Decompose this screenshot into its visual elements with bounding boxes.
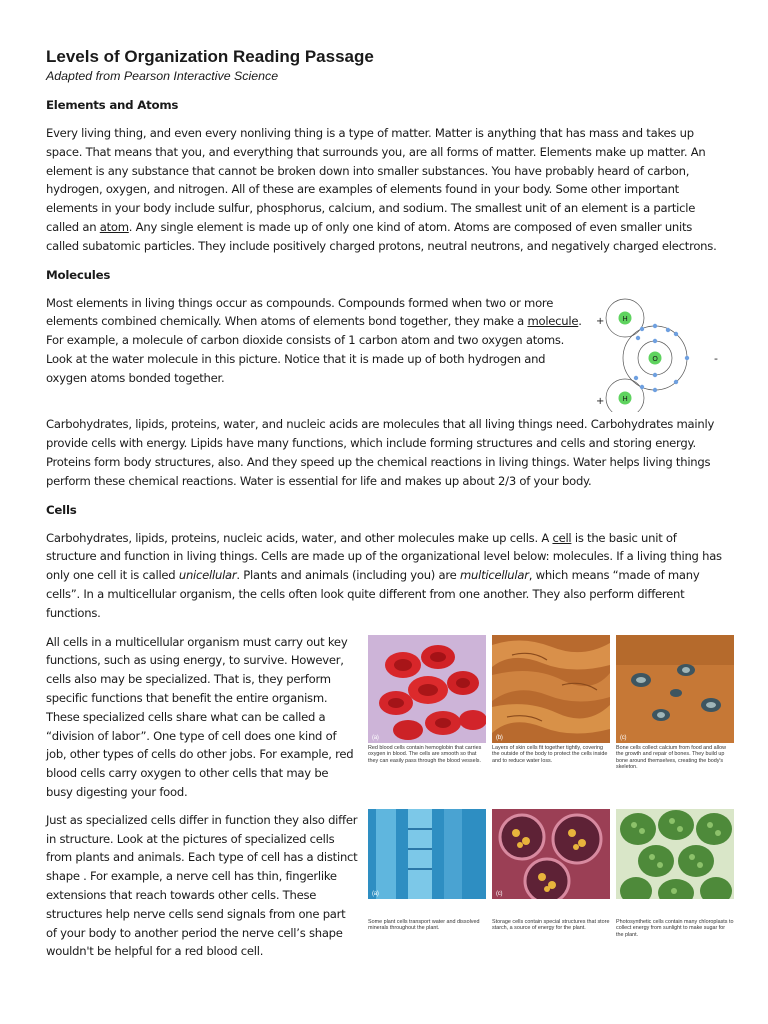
text-run: Carbohydrates, lipids, proteins, nucleic acids, water, and other molecules make up cells. A <box>46 530 553 545</box>
term-unicellular: unicellular <box>178 568 237 583</box>
image-caption: Red blood cells contain hemoglobin that carries oxygen in blood. The cells are smooth so that they can easily pass through the blood vessels. <box>368 744 482 764</box>
hydrogen-label: H <box>622 394 628 403</box>
image-letter: (a) <box>372 734 379 741</box>
section-elements <box>46 96 722 256</box>
section-molecules <box>46 266 722 491</box>
water-molecule-svg <box>592 294 722 412</box>
plus-sign: + <box>596 395 605 407</box>
plant-transport-cells-image <box>368 809 486 899</box>
cells-with-images <box>46 633 734 962</box>
image-caption: Photosynthetic cells contain many chloroplasts to collect energy from sunlight to make sugar for the plant. <box>616 918 734 938</box>
image-letter: (b) <box>496 734 503 741</box>
cell-image-skin <box>492 635 610 765</box>
skin-cells-image <box>492 635 610 743</box>
cell-image-photosynthetic <box>616 809 734 939</box>
text-run: . Plants and animals (including you) are <box>236 568 460 583</box>
term-atom: atom <box>99 219 129 234</box>
red-blood-cells-image <box>368 635 486 743</box>
page-subtitle: Adapted from Pearson Interactive Science <box>46 69 279 83</box>
cell-image-storage <box>492 809 610 932</box>
text-run: is the basic unit of structure and function in living things. Cells are made up of the organizational level below: molecules. If a living thing has only one cell it is called <box>46 530 722 583</box>
oxygen-label: O <box>652 354 658 363</box>
page-title: Levels of Organization Reading Passage <box>46 47 374 66</box>
cell-image-bone <box>616 635 734 771</box>
cells-paragraph-2: All cells in a multicellular organism must carry out key functions, such as using energy, to survive. However, cells also may be specialized. That is, they perform specific functions that benefit the entire organism. These specialized cells share what can be called a “division of labor”. One type of cell does one kind of job, other types of cells do other jobs. For example, red blood cells carry oxygen to other cells that may be busy digesting your food. <box>46 634 354 799</box>
text-run: . For example, a molecule of carbon dioxide consists of 1 carbon atom and two oxygen atoms. Look at the water molecule in this picture. Notice that it is made up of both hydrogen and oxygen atoms bonded together. <box>46 314 582 385</box>
term-molecule: molecule <box>527 314 579 329</box>
text-run: Every living thing, and even every nonliving thing is a type of matter. Matter is anything that has mass and takes up space. That means that you, and everything that surrounds you, are all forms of matter. Elements make up matter. An element is any substance that cannot be broken down into smaller substances. You have probably heard of carbon, hydrogen, oxygen, and nitrogen. All of these are examples of elements found in your body. Some other important elements in your body include sulfur, phosphorus, calcium, and sodium. The smallest unit of an element is a particle called an <box>46 126 706 234</box>
storage-cells-image <box>492 809 610 899</box>
hydrogen-label: H <box>622 314 628 323</box>
image-letter: (c) <box>620 734 627 741</box>
water-molecule-diagram <box>592 294 722 418</box>
section-heading-cells: Cells <box>46 502 77 517</box>
molecules-paragraph-2: Carbohydrates, lipids, proteins, water, and nucleic acids are molecules that all living things need. Carbohydrates mainly provide cells with energy. Lipids have many functions, which include forming structures and cells and storing energy. Proteins form body structures, also. And they speed up the chemical reactions in living things. Water helps living things perform these chemical reactions. Water is essential for life and makes up about 2/3 of your body. <box>46 417 715 488</box>
term-cell: cell <box>552 530 572 545</box>
cell-image-red-blood <box>368 635 486 765</box>
text-run: , which means “made of many cells”. In a multicellular organism, the cells often look quite different from one another. They also perform different functions. <box>46 568 700 620</box>
text-run: Most elements in living things occur as compounds. Compounds formed when two or more elements combined chemically. When atoms of elements bond together, they make a <box>46 295 554 329</box>
image-letter: (a) <box>372 890 379 897</box>
image-caption: Storage cells contain special structures that store starch, a source of energy for the plant. <box>492 918 610 932</box>
term-multicellular: multicellular <box>459 568 529 583</box>
section-heading-molecules: Molecules <box>46 267 111 282</box>
image-caption: Layers of skin cells fit together tightly, covering the outside of the body to protect the cells inside and to reduce water loss. <box>492 744 608 764</box>
elements-paragraph <box>46 124 722 256</box>
plus-sign: + <box>596 315 605 327</box>
image-caption: Bone cells collect calcium from food and allow the growth and repair of bones. They build up bone around themselves, creating the body's skeleton. <box>616 744 726 771</box>
section-heading-elements: Elements and Atoms <box>46 98 179 112</box>
section-cells <box>46 501 734 962</box>
minus-sign: - <box>714 351 718 365</box>
text-run: . Any single element is made up of only one kind of atom. Atoms are composed of even smaller units called subatomic particles. They include positively charged protons, neutral neutrons, and negatively charged electrons. <box>46 219 717 253</box>
image-caption: Some plant cells transport water and dissolved minerals throughout the plant. <box>368 918 480 932</box>
photosynthetic-cells-image <box>616 809 734 899</box>
bone-cells-image <box>616 635 734 743</box>
cells-paragraph-1 <box>46 529 722 623</box>
cells-paragraph-3: Just as specialized cells differ in function they also differ in structure. Look at the pictures of specialized cells from plants and animals. Each type of cell has a distinct shape . For example, a nerve cell has thin, fingerlike extensions that reach towards other cells. These structures help nerve cells send signals from one part of your body to another period the nerve cell’s shape wouldn't be helpful for a red blood cell. <box>46 812 358 959</box>
molecules-paragraph-1 <box>46 294 586 388</box>
image-letter: (c) <box>496 890 503 897</box>
reading-passage <box>46 46 734 970</box>
cell-image-plant-transport <box>368 809 486 932</box>
